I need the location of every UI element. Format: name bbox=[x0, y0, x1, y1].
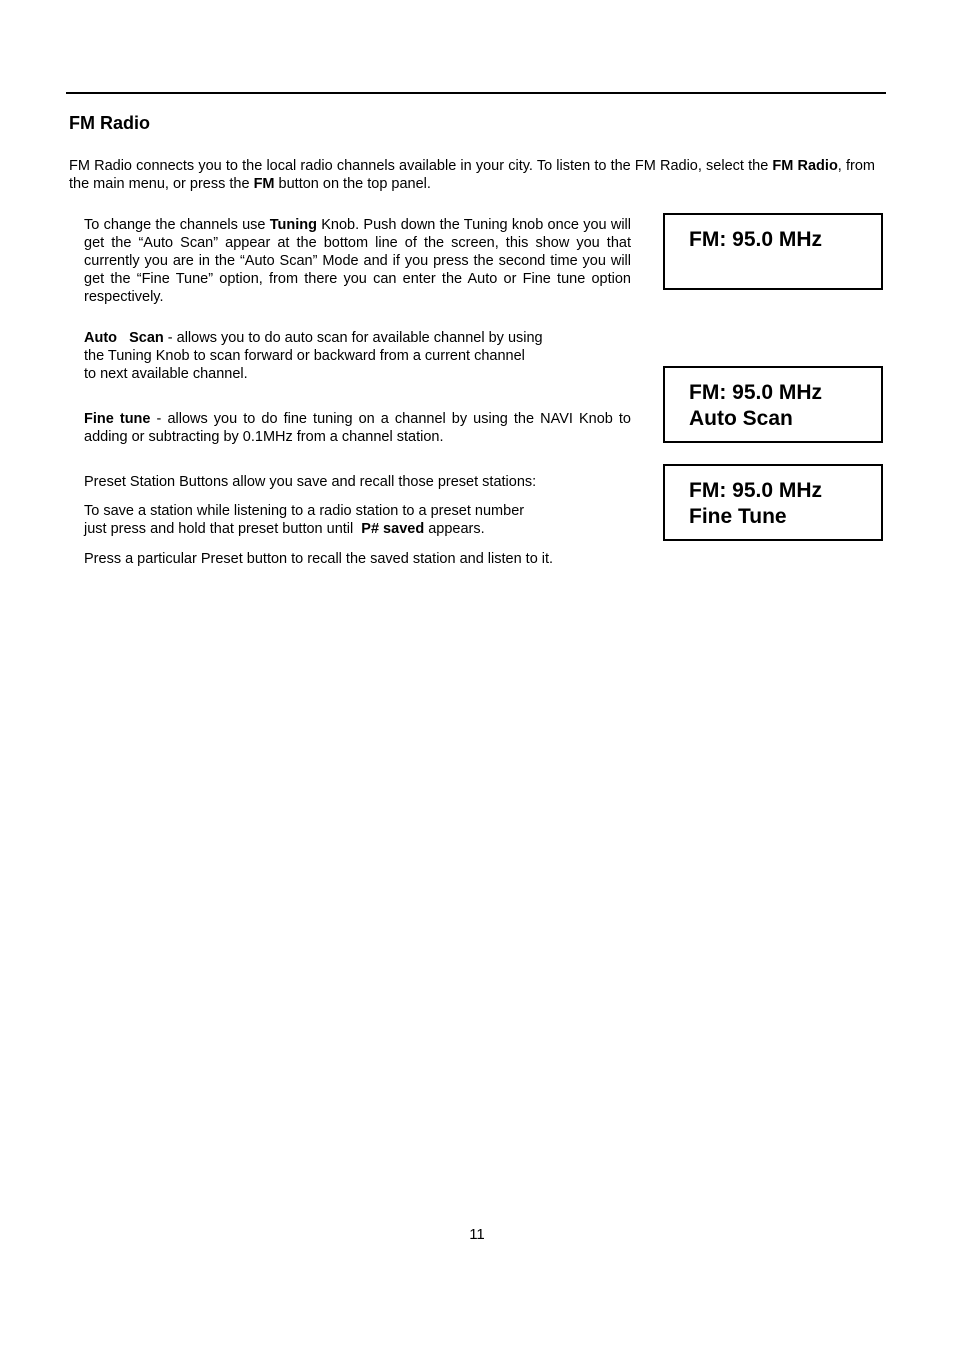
section-title: FM Radio bbox=[69, 113, 150, 133]
tuning-paragraph bbox=[84, 216, 631, 306]
preset-save-paragraph bbox=[84, 502, 644, 538]
lcd-line-1: FM: 95.0 MHz bbox=[689, 228, 823, 251]
lcd-line-2: Auto Scan bbox=[689, 407, 793, 430]
lcd-display-auto-scan bbox=[663, 366, 883, 443]
lcd-line-1: FM: 95.0 MHz bbox=[689, 381, 823, 404]
tuning-bold: Tuning bbox=[269, 217, 317, 233]
page-number: 11 bbox=[469, 1226, 485, 1243]
auto-scan-term: Auto Scan bbox=[84, 330, 164, 346]
intro-text-3: button on the top panel. bbox=[274, 176, 431, 192]
lcd-display-fine-tune bbox=[663, 464, 883, 541]
auto-scan-line-2: the Tuning Knob to scan forward or backward from a current channel bbox=[84, 348, 525, 364]
fine-tune-text: - allows you to do fine tuning on a channel by using the NAVI Knob to adding or subtracting by 0.1MHz from a channel station. bbox=[84, 411, 631, 445]
header-rule bbox=[66, 92, 886, 94]
tuning-text-2: Knob. Push down the Tuning knob once you will get the “Auto Scan” appear at the bottom line of the screen, this show you that currently you are in the “Auto Scan” Mode and if you press the second time you will get the “Fine Tune” option, from there you can enter the Auto or Fine tune option respectively. bbox=[84, 217, 631, 305]
preset-intro: Preset Station Buttons allow you save and recall those preset stations: bbox=[84, 474, 537, 490]
auto-scan-paragraph bbox=[84, 329, 644, 383]
preset-saved-bold: P# saved bbox=[361, 521, 425, 537]
tuning-text-1: To change the channels use bbox=[84, 217, 270, 233]
fine-tune-term: Fine tune bbox=[84, 411, 151, 427]
auto-scan-line-3: to next available channel. bbox=[84, 366, 248, 382]
lcd-line-1: FM: 95.0 MHz bbox=[689, 479, 823, 502]
intro-bold-fm-radio: FM Radio bbox=[772, 158, 838, 174]
preset-save-line-1: To save a station while listening to a radio station to a preset number bbox=[84, 503, 525, 519]
fine-tune-paragraph bbox=[84, 410, 631, 446]
lcd-display-fm bbox=[663, 213, 883, 290]
auto-scan-line-1: - allows you to do auto scan for available channel by using bbox=[163, 330, 543, 346]
preset-recall: Press a particular Preset button to recall the saved station and listen to it. bbox=[84, 551, 554, 567]
intro-paragraph bbox=[69, 157, 875, 193]
intro-text-2: , from the main menu, or press the bbox=[69, 158, 875, 192]
preset-save-end: appears. bbox=[424, 521, 485, 537]
preset-save-line-2: just press and hold that preset button until bbox=[84, 521, 362, 537]
intro-text-1: FM Radio connects you to the local radio channels available in your city. To listen to the FM Radio, select the bbox=[69, 158, 773, 174]
intro-bold-fm: FM bbox=[253, 176, 275, 192]
lcd-line-2: Fine Tune bbox=[689, 505, 787, 528]
